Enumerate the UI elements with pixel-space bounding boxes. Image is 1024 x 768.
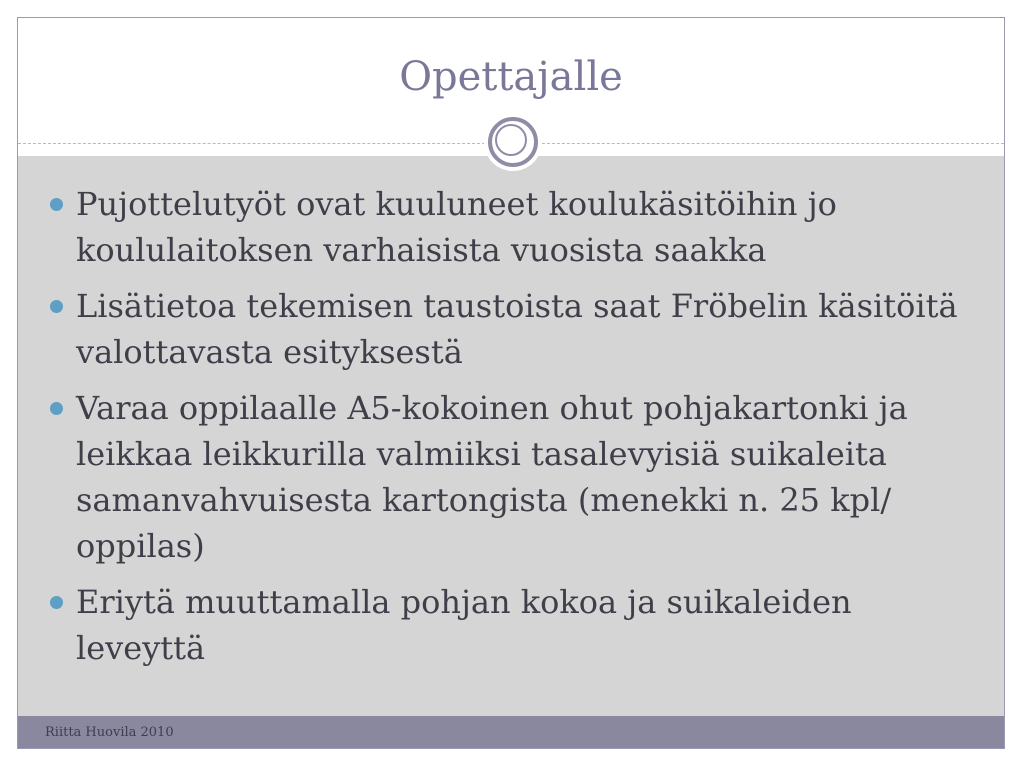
footer-author: Riitta Huovila 2010 xyxy=(45,725,174,740)
bullet-item xyxy=(48,385,968,569)
bullet-item xyxy=(48,579,968,671)
slide xyxy=(17,17,1005,749)
bullet-text: Varaa oppilaalle A5-kokoinen ohut pohjakartonki ja leikkaa leikkurilla valmiiksi tasalevyisiä suikaleita samanvahvuisesta kartongista (menekki n. 25 kpl/ oppilas) xyxy=(76,389,908,565)
footer-bar xyxy=(18,716,1004,749)
bullet-item xyxy=(48,181,968,273)
circle-ornament-inner-ring xyxy=(495,124,527,156)
bullet-list xyxy=(48,181,968,681)
round-bullet-icon xyxy=(50,402,63,415)
round-bullet-icon xyxy=(50,596,63,609)
bullet-text: Lisätietoa tekemisen taustoista saat Fröbelin käsitöitä valottavasta esityksestä xyxy=(76,287,958,371)
bullet-text: Pujottelutyöt ovat kuuluneet koulukäsitöihin jo koululaitoksen varhaisista vuosista saakka xyxy=(76,185,837,269)
slide-title: Opettajalle xyxy=(399,54,623,100)
round-bullet-icon xyxy=(50,300,63,313)
round-bullet-icon xyxy=(50,198,63,211)
bullet-item xyxy=(48,283,968,375)
bullet-text: Eriytä muuttamalla pohjan kokoa ja suikaleiden leveyttä xyxy=(76,583,852,667)
